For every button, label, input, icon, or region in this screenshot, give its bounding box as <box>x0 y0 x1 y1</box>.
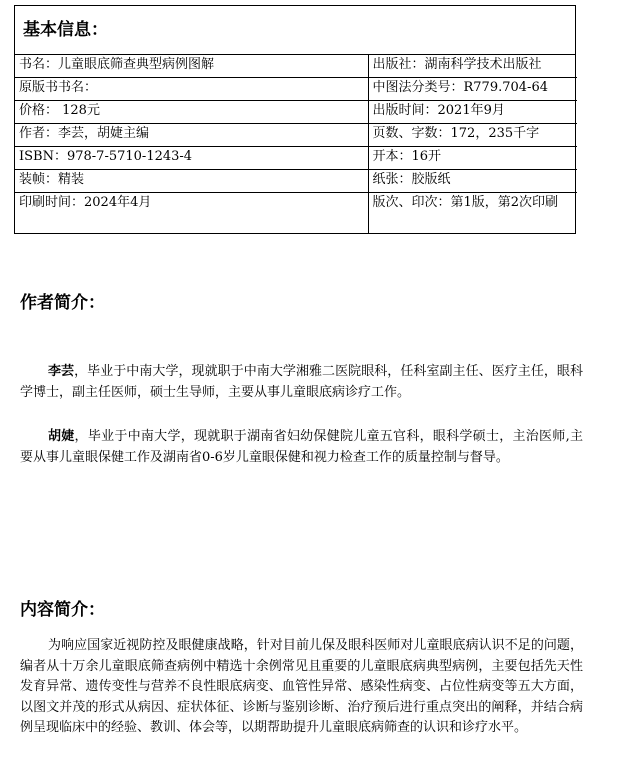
info-cell-left: 书名：儿童眼底筛查典型病例图解 <box>15 55 368 78</box>
author-paragraph-1 <box>20 362 583 403</box>
info-cell-right: 版次、印次：第1版，第2次印刷 <box>372 195 559 210</box>
basic-info-heading: 基本信息： <box>15 6 575 55</box>
info-cell-right: 页数、字数：172，235千字 <box>368 124 577 147</box>
info-row <box>15 124 577 147</box>
content-paragraph: 为响应国家近视防控及眼健康战略，针对目前儿保及眼科医师对儿童眼底病认识不足的问题，编者从十万余儿童眼底筛查病例中精选十余例常见且重要的儿童眼底病典型病例，主要包括先天性发育异常、遗传变性与营养不良性眼底病变、血管性异常、感染性病变、占位性病变等五大方面，以图文并茂的形式从病因、症状体征、诊断与鉴别诊断、治疗预后进行重点突出的阐释，并结合病例呈现临床中的经验、教训、体会等，以期帮助提升儿童眼底病筛查的认识和诊疗水平。 <box>20 638 583 735</box>
info-row <box>15 101 577 124</box>
info-row <box>15 193 577 234</box>
info-cell-right: 纸张：胶版纸 <box>368 170 577 193</box>
info-row <box>15 147 577 170</box>
author-paragraph-2 <box>20 427 583 468</box>
author-bio-2: ，毕业于中南大学，现就职于湖南省妇幼保健院儿童五官科，眼科学硕士，主治医师,主要从事儿童眼保健工作及湖南省0-6岁儿童眼保健和视力检查工作的质量控制与督导。 <box>20 429 583 465</box>
info-cell-left: 装帧：精装 <box>15 170 368 193</box>
info-cell-left: 作者：李芸，胡婕主编 <box>15 124 368 147</box>
info-row <box>15 55 577 78</box>
content-intro-heading: 内容简介： <box>20 600 105 620</box>
info-cell-right: 开本：16开 <box>368 147 577 170</box>
author-intro-heading: 作者简介： <box>20 293 105 313</box>
author-name-1: 李芸 <box>48 364 75 379</box>
author-name-2: 胡婕 <box>48 429 75 444</box>
info-cell-right: 出版时间：2021年9月 <box>368 101 577 124</box>
info-cell-right: 出版社：湖南科学技术出版社 <box>368 55 577 78</box>
info-cell-right: 中图法分类号：R779.704-64 <box>368 78 577 101</box>
info-cell-left: 印刷时间：2024年4月 <box>15 193 368 234</box>
info-cell-left: 价格： 128元 <box>15 101 368 124</box>
info-row <box>15 170 577 193</box>
info-cell-left: 原版书书名： <box>15 78 368 101</box>
basic-info-box <box>14 5 576 234</box>
info-cell-left: ISBN：978-7-5710-1243-4 <box>15 147 368 170</box>
info-row <box>15 78 577 101</box>
author-bio-1: ，毕业于中南大学，现就职于中南大学湘雅二医院眼科，任科室副主任、医疗主任，眼科学博士，副主任医师，硕士生导师，主要从事儿童眼底病诊疗工作。 <box>20 364 583 400</box>
basic-info-table <box>15 55 577 233</box>
